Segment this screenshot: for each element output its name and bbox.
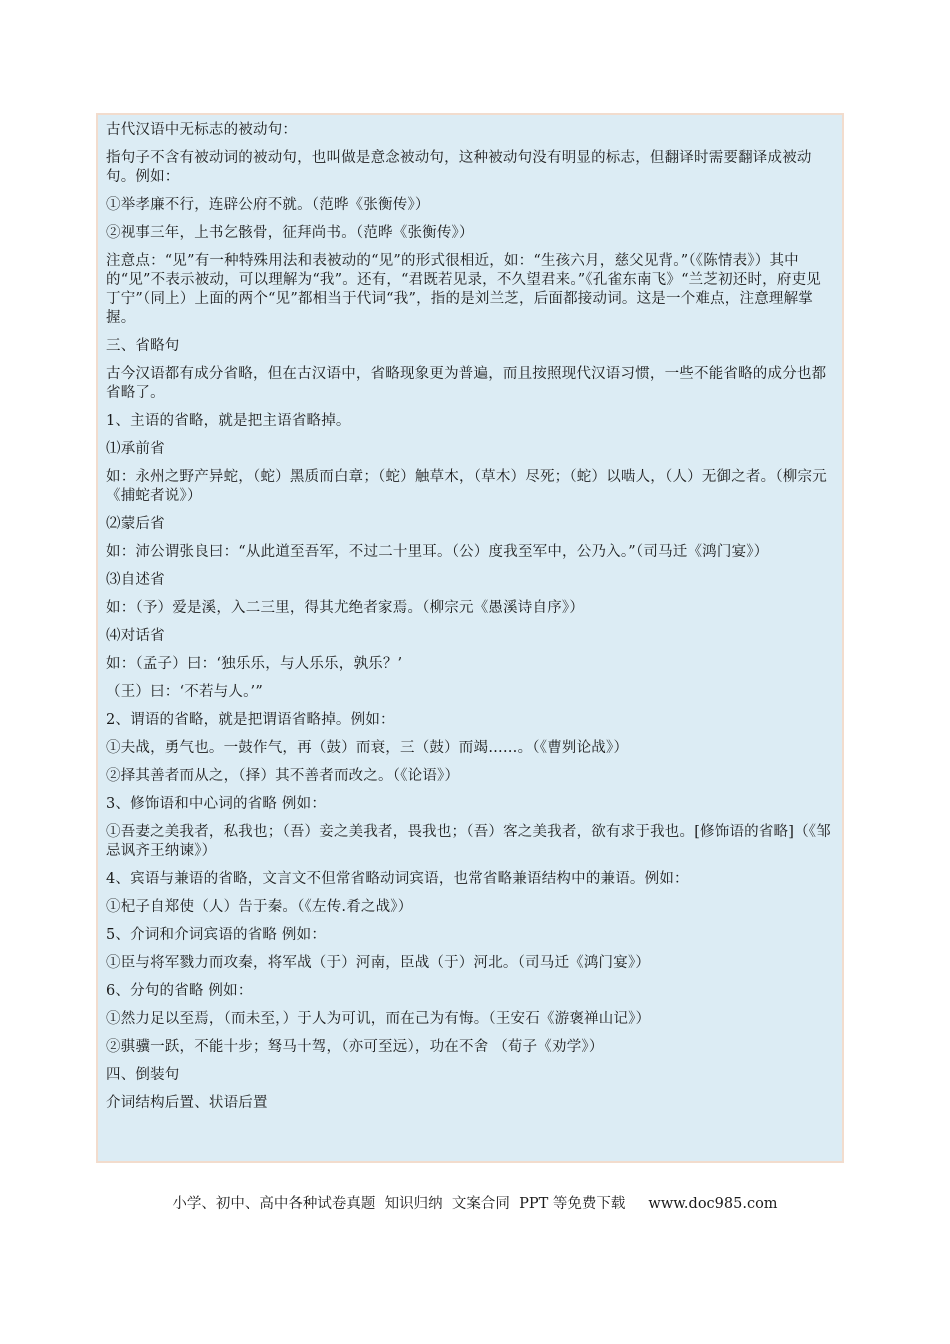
subheading-modifier-omission: 3、修饰语和中心词的省略 例如：: [106, 796, 327, 812]
subheading-object-omission: 4、宾语与兼语的省略，文言文不但常省略动词宾语，也常省略兼语结构中的兼语。例如：: [106, 871, 689, 887]
item-heading-1: ⑴承前省: [106, 441, 165, 457]
item-heading-2: ⑵蒙后省: [106, 516, 165, 532]
example-predicate-2: ②择其善者而从之，（择）其不善者而改之。（《论语》）: [106, 768, 460, 784]
example-object-1: ①杞子自郑使（人）告于秦。（《左传.肴之战》）: [106, 899, 413, 915]
subheading-preposition-omission: 5、介词和介词宾语的省略 例如：: [106, 927, 327, 943]
example-item-4b: （王）曰：‘不若与人。’”: [106, 684, 263, 700]
example-clause-2: ②骐骥一跃，不能十步；驽马十驾，（亦可至远），功在不舍 （荀子《劝学》）: [106, 1039, 604, 1055]
section-heading-inversion: 四、倒装句: [106, 1067, 180, 1083]
content-panel: [96, 113, 844, 1163]
subheading-postposition: 介词结构后置、状语后置: [106, 1095, 268, 1111]
paragraph-note: 注意点：“见”有一种特殊用法和表被动的“见”的形式很相近，如：“生孩六月，慈父见背。”（《陈情表》）其中的“见”不表示被动，可以理解为“我”。还有，“君既若见录，不久望君来。”《孔雀东南飞》“兰芝初还时，府吏见丁宁”（同上）上面的两个“见”都相当于代词“我”，指的是刘兰芝，后面都接动词。这是一个难点，注意理解掌握。: [106, 253, 821, 326]
example-2: ②视事三年，上书乞骸骨，征拜尚书。（范晔《张衡传》）: [106, 225, 474, 241]
example-item-2: 如：沛公谓张良曰：“从此道至吾军，不过二十里耳。（公）度我至军中，公乃入。”（司马迁《鸿门宴》）: [106, 544, 769, 560]
item-heading-3: ⑶自述省: [106, 572, 165, 588]
example-clause-1: ①然力足以至焉，（而未至，）于人为可讥，而在己为有悔。（王安石《游褒禅山记》）: [106, 1011, 651, 1027]
example-item-1: 如：永州之野产异蛇，（蛇）黑质而白章；（蛇）触草木，（草木）尽死；（蛇）以啮人，（人）无御之者。（柳宗元《捕蛇者说》）: [106, 469, 827, 504]
example-preposition-1: ①臣与将军戮力而攻秦，将军战（于）河南，臣战（于）河北。（司马迁《鸿门宴》）: [106, 955, 651, 971]
section-heading-unmarked-passive: 古代汉语中无标志的被动句：: [106, 122, 298, 138]
paragraph-ellipsis-intro: 古今汉语都有成分省略，但在古汉语中，省略现象更为普遍，而且按照现代汉语习惯，一些不能省略的成分也都省略了。: [106, 366, 827, 401]
subheading-subject-omission: 1、主语的省略，就是把主语省略掉。: [106, 413, 351, 429]
subheading-clause-omission: 6、分句的省略 例如：: [106, 983, 253, 999]
subheading-predicate-omission: 2、谓语的省略，就是把谓语省略掉。例如：: [106, 712, 395, 728]
example-1: ①举孝廉不行，连辟公府不就。（范晔《张衡传》）: [106, 197, 430, 213]
example-item-4a: 如：（孟子）曰：‘独乐乐，与人乐乐，孰乐？’: [106, 656, 403, 672]
item-heading-4: ⑷对话省: [106, 628, 165, 644]
example-modifier-1: ①吾妻之美我者，私我也；（吾）妾之美我者，畏我也；（吾）客之美我者，欲有求于我也。[修饰语的省略]（《邹忌讽齐王纳谏》）: [106, 824, 831, 859]
page-footer: 小学、初中、高中各种试卷真题 知识归纳 文案合同 PPT 等免费下载 www.doc985.com: [172, 1196, 778, 1212]
example-predicate-1: ①夫战，勇气也。一鼓作气，再（鼓）而衰，三（鼓）而竭……。（《曹刿论战》）: [106, 740, 629, 756]
example-item-3: 如：（予）爱是溪，入二三里，得其尤绝者家焉。（柳宗元《愚溪诗自序》）: [106, 600, 585, 616]
paragraph-definition: 指句子不含有被动词的被动句，也叫做是意念被动句，这种被动句没有明显的标志，但翻译时需要翻译成被动句。例如：: [106, 150, 812, 185]
section-heading-ellipsis: 三、省略句: [106, 338, 180, 354]
